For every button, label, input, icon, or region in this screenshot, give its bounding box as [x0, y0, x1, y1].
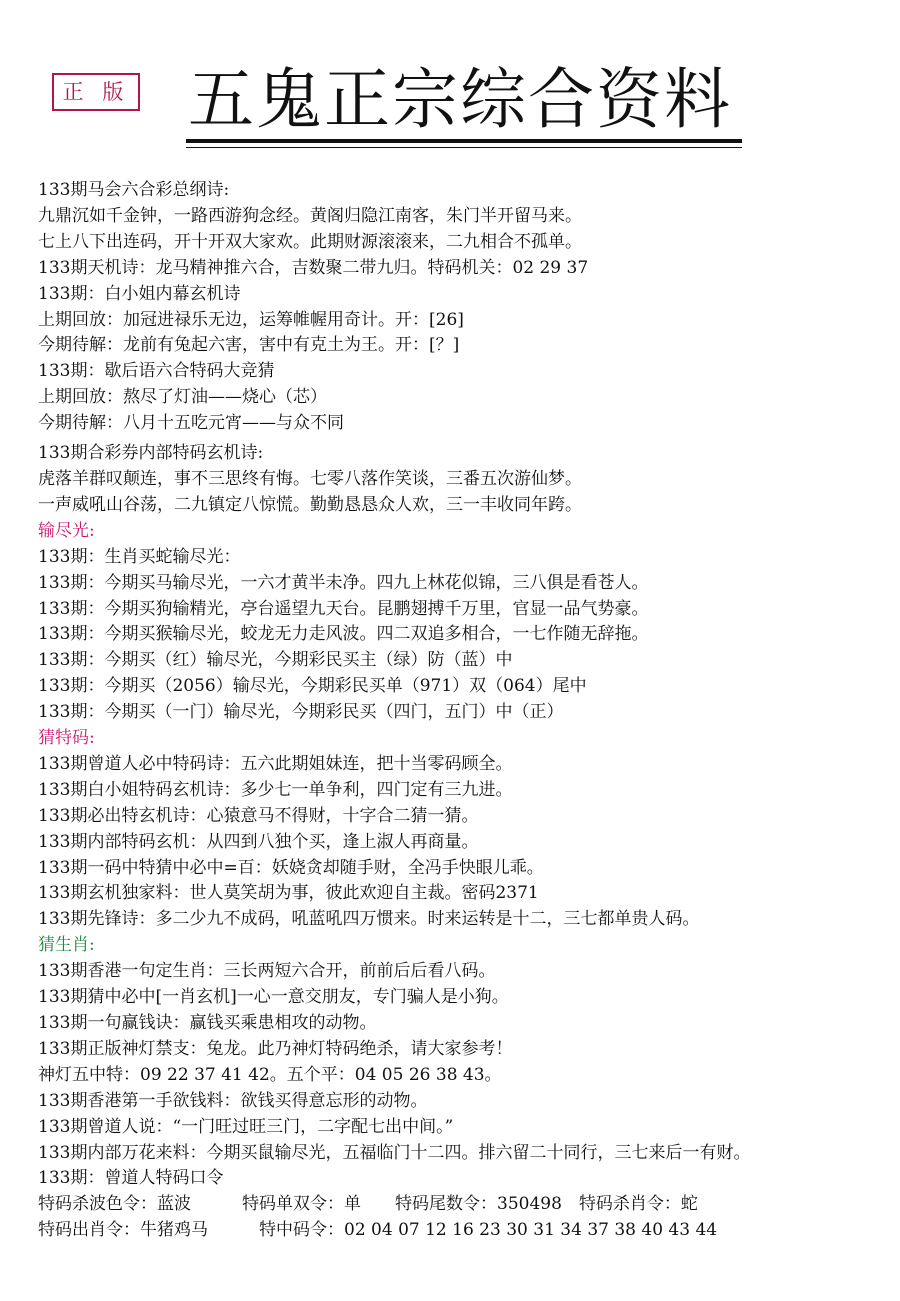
text-line: 今期待解：龙前有兔起六害，害中有克土为王。开：[？]: [38, 335, 460, 356]
text-line: 133期：生肖买蛇输尽光：: [38, 546, 241, 567]
title-underline-thick: [186, 139, 742, 143]
text-line: 133期马会六合彩总纲诗:: [38, 180, 230, 200]
text-line: 133期一码中特猜中必中=百：妖娆贪却随手财，全冯手快眼儿乖。: [38, 857, 544, 878]
text-line: 今期待解：八月十五吃元宵——与众不同: [38, 413, 344, 434]
text-line: 133期必出特玄机诗：心猿意马不得财，十字合二猜一猜。: [38, 805, 479, 826]
text-line: 133期香港一句定生肖：三长两短六合开，前前后后看八码。: [38, 961, 496, 982]
text-line: 133期：今期买（一门）输尽光，今期彩民买（四门，五门）中（正）: [38, 702, 564, 723]
text-line: 133期：今期买猴输尽光，蛟龙无力走风波。四二双追多相合，一七作随无辞拖。: [38, 624, 649, 645]
text-line: 九鼎沉如千金钟，一路西游狗念经。黄阁归隐江南客，朱门半开留马来。: [38, 205, 582, 226]
text-line: 133期：今期买狗输精光，亭台遥望九天台。昆鹏翅搏千万里，官显一品气势豪。: [38, 598, 649, 619]
text-line: 133期香港第一手欲钱料：欲钱买得意忘形的动物。: [38, 1090, 428, 1111]
text-line: 特码杀波色令：蓝波 特码单双令：单 特码尾数令：350498 特码杀肖令：蛇: [38, 1194, 698, 1215]
text-line: 上期回放：加冠进禄乐无边，运筹帷幄用奇计。开：[26]: [38, 309, 464, 330]
authentic-badge: 正 版: [52, 73, 140, 111]
text-line: 133期猜中必中[一肖玄机]一心一意交朋友，专门骗人是小狗。: [38, 987, 509, 1008]
text-line: 133期天机诗：龙马精神推六合，吉数聚二带九归。特码机关：02 29 37: [38, 257, 589, 278]
text-line: 133期：今期买马输尽光，一六才黄半未净。四九上林花似锦，三八俱是看苍人。: [38, 572, 649, 593]
text-line: 133期曾道人必中特码诗：五六此期姐妹连，把十当零码顾全。: [38, 753, 513, 774]
text-line: 神灯五中特：09 22 37 41 42。五个平：04 05 26 38 43。: [38, 1064, 502, 1085]
text-line: 133期曾道人说：“一门旺过旺三门，二字配七出中间。”: [38, 1116, 454, 1137]
text-line: 133期合彩券内部特码玄机诗:: [38, 443, 264, 464]
text-line: 133期玄机独家料：世人莫笑胡为事，彼此欢迎自主裁。密码2371: [38, 883, 539, 904]
text-line: 上期回放：熬尽了灯油——烧心（芯）: [38, 387, 327, 408]
title-underline-thin: [186, 147, 742, 148]
text-line: 133期：歇后语六合特码大竞猜: [38, 361, 275, 382]
text-line: 133期内部万花来料：今期买鼠输尽光，五福临门十二四。排六留二十同行，三七来后一有财。: [38, 1142, 751, 1163]
text-line: 133期：今期买（2056）输尽光，今期彩民买单（971）双（064）尾中: [38, 676, 587, 697]
text-line: 133期内部特码玄机：从四到八独个买，逢上淑人再商量。: [38, 831, 479, 852]
text-line: 133期：曾道人特码口令: [38, 1168, 224, 1189]
text-line: 虎落羊群叹颠连，事不三思终有悔。七零八落作笑谈，三番五次游仙梦。: [38, 468, 582, 489]
content-body: [38, 178, 888, 1244]
section-heading-guess-code: 猜特码:: [38, 728, 95, 749]
page-title: 五鬼正宗综合资料: [188, 61, 732, 138]
text-line: 七上八下出连码，开十开双大家欢。此期财源滚滚来，二九相合不孤单。: [38, 231, 582, 252]
text-line: 一声威吼山谷荡，二九镇定八惊慌。勤勤恳恳众人欢，三一丰收同年跨。: [38, 494, 582, 515]
text-line: 133期先锋诗：多二少九不成码，吼蓝吼四万惯来。时来运转是十二，三七都单贵人码。: [38, 909, 700, 930]
text-line: 133期一句赢钱诀：赢钱买乘患相攻的动物。: [38, 1013, 377, 1033]
text-line: 133期：今期买（红）输尽光，今期彩民买主（绿）防（蓝）中: [38, 650, 513, 671]
text-line: 133期白小姐特码玄机诗：多少七一单争利，四门定有三九进。: [38, 779, 513, 800]
section-heading-guess-zodiac: 猜生肖:: [38, 935, 95, 956]
section-heading-lose-all: 输尽光:: [38, 520, 95, 541]
text-line: 133期：白小姐内幕玄机诗: [38, 283, 241, 304]
text-line: 133期正版神灯禁支：兔龙。此乃神灯特码绝杀，请大家参考！: [38, 1038, 513, 1059]
text-line: 特码出肖令：牛猪鸡马 特中码令：02 04 07 12 16 23 30 31 34 37 38 40 43 44: [38, 1220, 718, 1241]
